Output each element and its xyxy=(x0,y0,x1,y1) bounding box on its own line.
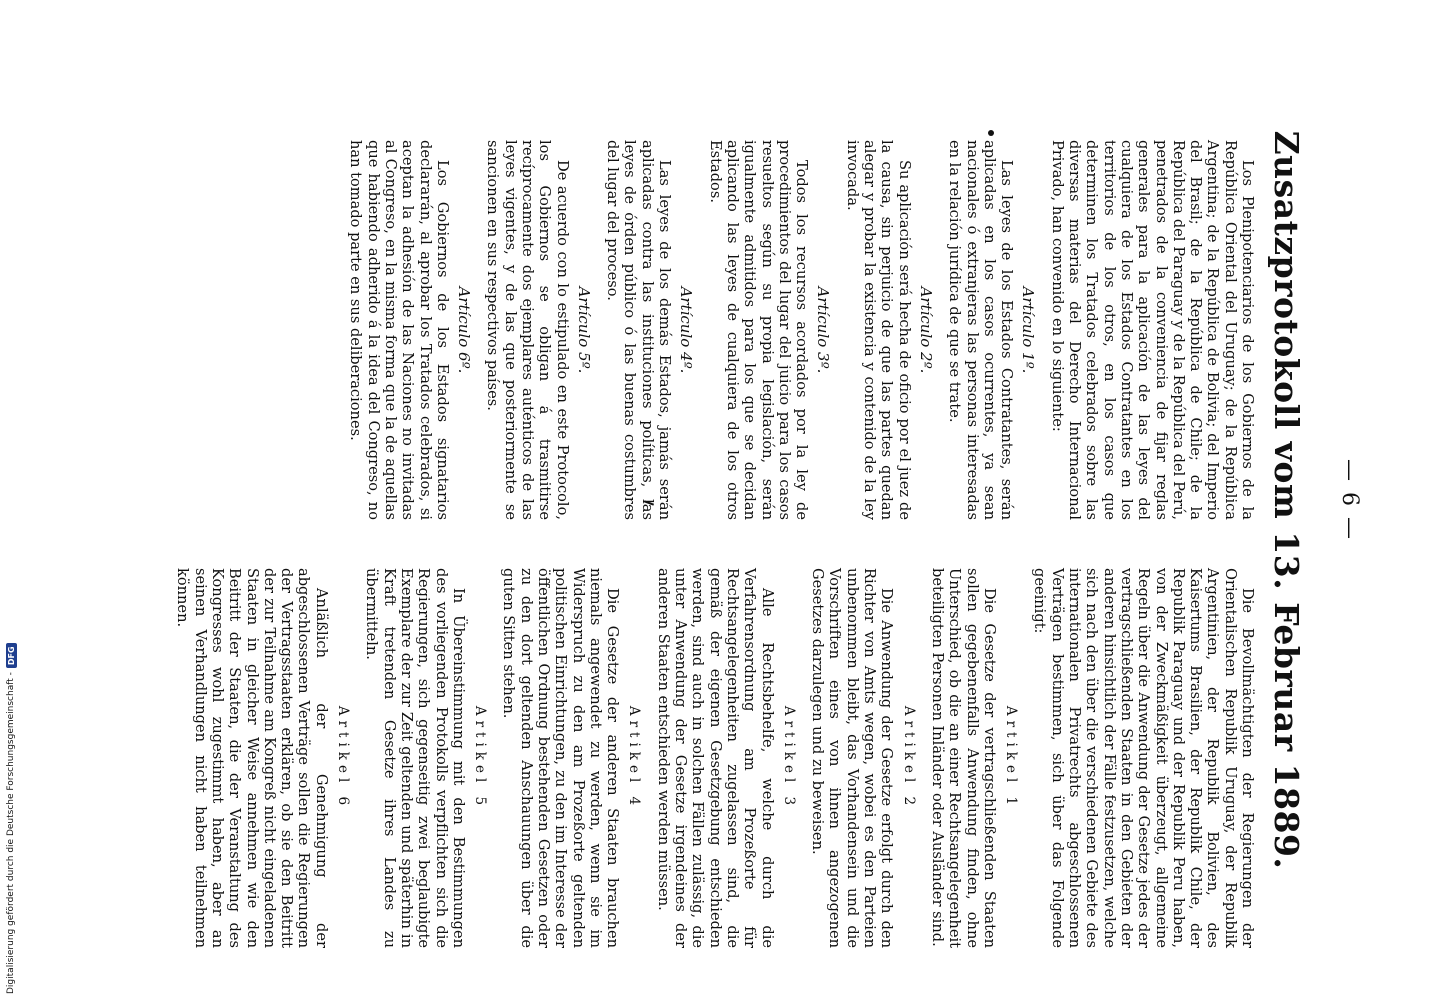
article-heading: Artikel 2 xyxy=(900,705,917,811)
digitization-footer xyxy=(0,0,22,1000)
article-text: Los Gobiernos de los Estados signatarios declararán, al aprobar los Tratados celebrados, si aceptan la adhesión de las Naciones no invitadas al Congreso, en la misma forma que la de aquellas que habiendo adherido á la idea del Congreso, no han tomado parte en sus deliberaciones. xyxy=(347,140,451,520)
german-article-2 xyxy=(809,568,917,948)
german-article-4 xyxy=(500,568,642,948)
german-article-1 xyxy=(929,568,1019,948)
article-text: Die Gesetze der vertragschließenden Staaten sollen gegebenenfalls Anwendung finden, ohne Unterschied, ob die an einer Rechtsangelegenheit beteiligten Personen Inländer oder Ausländer sind. xyxy=(928,568,998,948)
spanish-column xyxy=(347,140,1256,520)
article-heading: Artikel 6 xyxy=(335,705,352,811)
article-text: Die Gesetze der anderen Staaten brauchen niemals angewendet zu werden, wenn sie im Widerspruch zu den am Prozeßorte geltenden politischen Einrichtungen, zu den im Interesse der öffentlichen Ordnung bestehenden Gesetzen oder zu den dort geltenden Anschauungen über die guten Sitten stehen. xyxy=(500,568,622,948)
article-text: Todos los recursos acordados por la ley de procedimientos del lugar del juicio para los casos resueltos según su propia legislación, serán igualmente admitidos para los que se decidan aplicando las leyes de cualquiera de los otros Estados. xyxy=(706,140,811,520)
article-text: De acuerdo con lo estipulado en este Protocolo, los Gobiernos se obligan á trasmitirse recíprocamente dos ejemplares auténticos de las leyes vigentes, y de las que posteriormente se sancionen en sus respectivos países. xyxy=(484,140,571,520)
spanish-article-4 xyxy=(604,140,694,520)
german-intro: Die Bevollmächtigten der Regierungen der Orientalischen Republik Uruguay, der Republik Argentinien, der Republik Bolivien, des Kaisertums Brasilien, der Republik Chile, der Republik Paraguay und der Republik Peru haben, von der Zweckmäßigkeit überzeugt, allgemeine Regeln über die Anwendung der Gesetze jedes der vertragschließenden Staaten in den Gebieten der anderen hinsichtlich der Fälle festzusetzen, welche sich nach den über die verschiedenen Gebiete des internationalen Privatrechts abgeschlossenen Verträgen bestimmen, sich über das Folgende geeinigt: xyxy=(1031,568,1256,948)
article-heading: Artikel 4 xyxy=(626,705,643,811)
spanish-article-3 xyxy=(706,140,831,520)
german-article-5 xyxy=(363,568,488,948)
article-text: Su aplicación será hecha de oficio por el juez de la causa, sin perjuicio de que las partes quedan alegar y probar la existencia y contenido de la ley invocada. xyxy=(843,140,913,520)
spanish-intro: Los Plenipotenciarios de los Gobiernos de la República Oriental del Uruguay; de la República Argentina; de la República de Bolivia; del Imperio del Brasil; de la República de Chile; de la República del Paraguay y de la República del Perú, penetrados de la conveniencia de fijar reglas generales para la aplicación de las leyes del cualquiera de los Estados Contratantes en los territorios de los otros, en los casos que determinen los Tratados celebrados sobre las diversas materias del Derecho Internacional Privado, han convenido en lo siguiente: xyxy=(1048,140,1256,520)
article-heading: Artículo 4º. xyxy=(677,286,696,374)
article-text: Las leyes de los demás Estados, jamás serán aplicadas contra las instituciones políticas, las leyes de órden público ó las buenas costumbres del lugar del proceso. xyxy=(604,140,674,520)
article-heading: Artículo 6º. xyxy=(455,286,474,374)
article-text: Die Anwendung der Gesetze erfolgt durch den Richter von Amts wegen, wobei es den Parteien unbenommen bleibt, das Vorhandensein und die Vorschriften eines von ihnen angezogenen Gesetzes darzulegen und zu beweisen. xyxy=(809,568,896,948)
german-article-6 xyxy=(174,568,351,948)
spanish-article-5 xyxy=(484,140,592,520)
german-article-3 xyxy=(655,568,797,948)
spanish-article-6 xyxy=(347,140,472,520)
article-heading: Artículo 5º. xyxy=(574,286,593,374)
article-heading: Artículo 3º. xyxy=(814,286,833,374)
article-text: Las leyes de los Estados Contratantes, serán aplicadas en los casos ocurrentes, ya sean nacionales ó extranjeras las personas interesadas en la relación jurídica de que se trate. xyxy=(946,140,1016,520)
article-heading: Artikel 3 xyxy=(780,705,797,811)
german-column xyxy=(174,568,1256,948)
article-heading: Artikel 1 xyxy=(1003,705,1020,811)
article-text: Anläßlich der Genehmigung der abgeschlossenen Verträge sollen die Regierungen der Vertragsstaaten erklären, ob sie den Beitritt der zur Teilnahme am Kongreß nicht eingeladenen Staaten in gleicher Weise annehmen wie den Beitritt der Staaten, die der Veranstaltung des Kongresses wohl zugestimmt haben, aber an seinen Verhandlungen nicht haben teilnehmen können. xyxy=(174,568,330,948)
article-text: In Übereinstimmung mit den Bestimmungen des vorliegenden Protokolls verpflichten sich die Regierungen, sich gegenseitig zwei beglaubigte Exemplare der zur Zeit geltenden und späterhin in Kraft tretenden Gesetze ihres Landes zu übermitteln. xyxy=(363,568,467,948)
article-text: Alle Rechtsbehelfe, welche durch die Verfahrensordnung am Prozeßorte für Rechtsangelegenheiten zugelassen sind, die gemäß der eigenen Gesetzgebung entschieden werden, sind auch in solchen Fällen zulässig, die unter Anwendung der Gesetze irgendeines der anderen Staaten entschieden werden müssen. xyxy=(654,568,776,948)
footer-text: Digitalisierung gefördert durch die Deutsche Forschungsgemeinschaft - xyxy=(6,672,16,994)
spanish-article-1 xyxy=(946,140,1036,520)
article-heading: Artículo 2º. xyxy=(916,286,935,374)
ink-dot xyxy=(988,130,994,136)
page-number: — 6 — xyxy=(1337,459,1362,541)
spanish-article-2 xyxy=(843,140,933,520)
dfg-logo: DFG xyxy=(6,643,17,668)
article-heading: Artikel 5 xyxy=(472,705,489,811)
article-heading: Artículo 1º. xyxy=(1019,286,1038,374)
page-title: Zusatzprotokoll vom 13. Februar 1889. xyxy=(1267,130,1306,870)
